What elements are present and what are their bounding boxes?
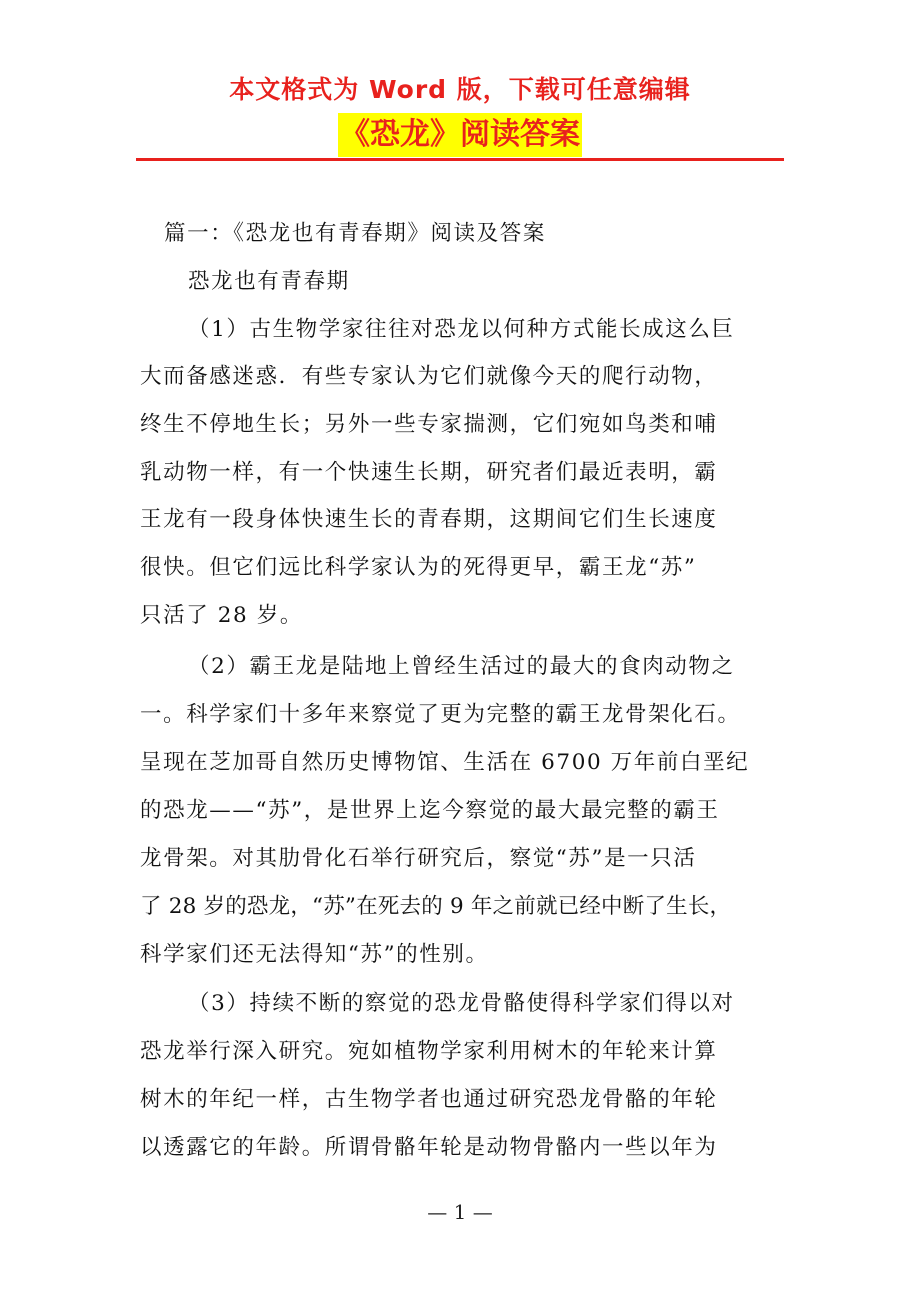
article-title: 恐龙也有青春期 xyxy=(188,269,350,294)
paragraph-1-line-1: （1）古生物学家往往对恐龙以何种方式能长成这么巨 xyxy=(188,317,735,342)
paragraph-1-line-2: 大而备感迷惑．有些专家认为它们就像今天的爬行动物， xyxy=(140,364,718,389)
page-number: — 1 — xyxy=(427,1200,493,1224)
paragraph-1-line-4: 乳动物一样，有一个快速生长期，研究者们最近表明，霸 xyxy=(140,460,718,485)
paragraph-2-line-5: 龙骨架。对其肋骨化石举行研究后，察觉“苏”是一只活 xyxy=(140,846,697,871)
document-title: 《恐龙》阅读答案 xyxy=(338,113,582,157)
paragraph-2-line-4: 的恐龙——“苏”，是世界上迄今察觉的最大最完整的霸王 xyxy=(140,798,720,823)
paragraph-2-line-7: 科学家们还无法得知“苏”的性别。 xyxy=(140,942,489,967)
section-heading: 篇一：《恐龙也有青春期》阅读及答案 xyxy=(164,221,546,246)
paragraph-3-line-4: 以透露它的年龄。所谓骨骼年轮是动物骨骼内一些以年为 xyxy=(140,1135,718,1160)
paragraph-2-line-1: （2）霸王龙是陆地上曾经生活过的最大的食肉动物之 xyxy=(188,654,735,679)
paragraph-1-line-7: 只活了 28 岁。 xyxy=(140,603,303,628)
paragraph-2-line-6: 了 28 岁的恐龙，“苏”在死去的 9 年之前就已经中断了生长， xyxy=(140,894,732,919)
paragraph-3-line-3: 树木的年纪一样，古生物学者也通过研究恐龙骨骼的年轮 xyxy=(140,1087,718,1112)
paragraph-2-line-3: 呈现在芝加哥自然历史博物馆、生活在 6700 万年前白垩纪 xyxy=(140,750,750,775)
paragraph-1-line-6: 很快。但它们远比科学家认为的死得更早，霸王龙“苏” xyxy=(140,555,697,580)
title-wrapper xyxy=(0,113,920,157)
format-notice-banner: 本文格式为 Word 版，下载可任意编辑 xyxy=(229,75,691,104)
paragraph-3-line-2: 恐龙举行深入研究。宛如植物学家利用树木的年轮来计算 xyxy=(140,1039,718,1064)
paragraph-3-line-1: （3）持续不断的察觉的恐龙骨骼使得科学家们得以对 xyxy=(188,991,735,1016)
paragraph-1-line-3: 终生不停地生长；另外一些专家揣测，它们宛如鸟类和哺 xyxy=(140,412,718,437)
title-underline-divider xyxy=(136,158,784,161)
paragraph-1-line-5: 王龙有一段身体快速生长的青春期，这期间它们生长速度 xyxy=(140,507,718,532)
paragraph-2-line-2: 一。科学家们十多年来察觉了更为完整的霸王龙骨架化石。 xyxy=(140,702,741,727)
